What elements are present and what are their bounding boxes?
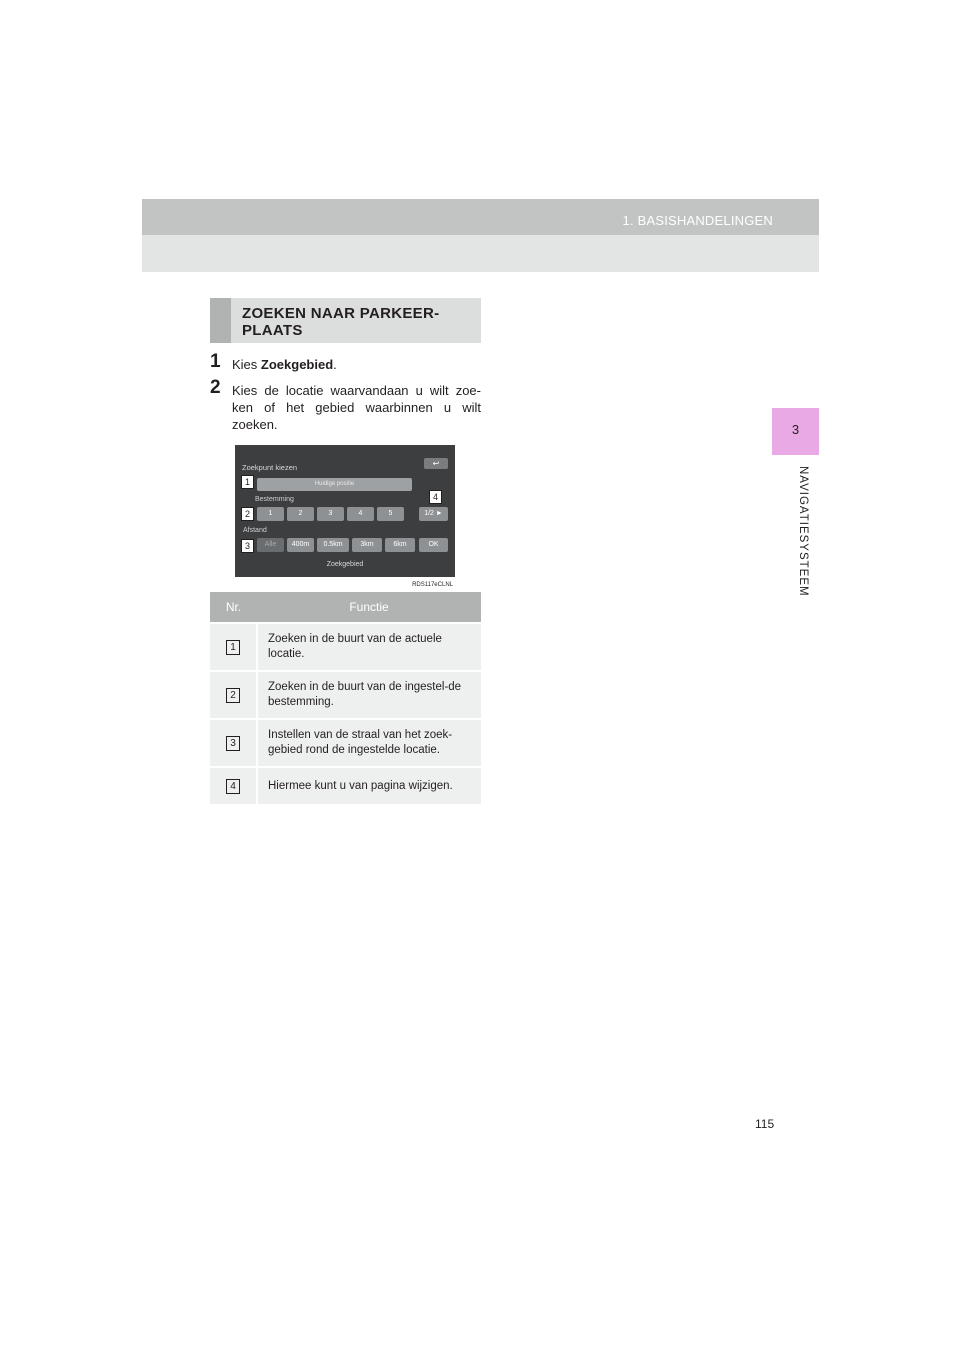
destination-label: Bestemming	[255, 496, 294, 503]
step-number: 1	[210, 351, 221, 372]
row-number-box: 1	[226, 640, 240, 655]
row-function-text: Zoeken in de buurt van de ingestel-de bestemming.	[257, 671, 481, 719]
row-number-cell	[210, 671, 257, 719]
section-heading	[210, 298, 481, 343]
distance-label: Afstand	[243, 527, 267, 534]
distance-button-400m[interactable]: 400m	[287, 538, 314, 552]
distance-button-3km[interactable]: 3km	[352, 538, 382, 552]
table-row	[210, 623, 481, 671]
row-number-box: 3	[226, 736, 240, 751]
function-table	[210, 592, 481, 804]
distance-button-0-5km[interactable]: 0.5km	[317, 538, 349, 552]
destination-button-1[interactable]: 1	[257, 507, 284, 521]
back-button[interactable]: ↩	[424, 458, 448, 469]
row-function-text: Zoeken in de buurt van de actuele locatie.	[257, 623, 481, 671]
callout-3: 3	[241, 539, 254, 553]
chapter-label: NAVIGATIESYSTEEM	[797, 466, 809, 597]
screenshot-search-area	[235, 445, 455, 588]
search-area-title: Zoekgebied	[326, 561, 364, 568]
callout-2: 2	[241, 507, 254, 521]
chapter-tab[interactable]	[772, 408, 819, 455]
current-position-button[interactable]: Huidige positie	[257, 478, 412, 491]
section-heading-tab	[210, 298, 231, 343]
row-number-box: 4	[226, 779, 240, 794]
running-header: 1. BASISHANDELINGEN	[622, 213, 773, 228]
column-header-nr: Nr.	[210, 592, 257, 623]
table-header-row	[210, 592, 481, 623]
table-row	[210, 671, 481, 719]
table-row	[210, 719, 481, 767]
destination-button-3[interactable]: 3	[317, 507, 344, 521]
row-number-box: 2	[226, 688, 240, 703]
column-header-function: Functie	[257, 592, 481, 623]
screen-title: Zoekpunt kiezen	[242, 463, 298, 472]
step-number: 2	[210, 377, 221, 398]
section-title: ZOEKEN NAAR PARKEER- PLAATS	[242, 305, 440, 339]
table-row	[210, 767, 481, 804]
page-number: 115	[755, 1117, 775, 1131]
row-number-cell	[210, 767, 257, 804]
page-button[interactable]: 1/2 ►	[419, 507, 448, 521]
step-text: Kies Zoekgebied.	[232, 357, 337, 372]
row-function-text: Hiermee kunt u van pagina wijzigen.	[257, 767, 481, 804]
destination-button-5[interactable]: 5	[377, 507, 404, 521]
header-sub-bar	[142, 235, 819, 272]
callout-4: 4	[429, 490, 442, 504]
row-number-cell	[210, 623, 257, 671]
row-number-cell	[210, 719, 257, 767]
header-bar	[142, 199, 819, 235]
distance-button-all[interactable]: Alle	[257, 538, 284, 552]
distance-button-6km[interactable]: 6km	[385, 538, 415, 552]
callout-1: 1	[241, 475, 254, 489]
row-function-text: Instellen van de straal van het zoek-gebied rond de ingestelde locatie.	[257, 719, 481, 767]
ok-button[interactable]: OK	[419, 538, 448, 552]
chapter-number: 3	[791, 422, 800, 437]
destination-button-2[interactable]: 2	[287, 507, 314, 521]
destination-button-4[interactable]: 4	[347, 507, 374, 521]
image-code: RDS117eCLNL	[412, 582, 453, 588]
step-text: Kies de locatie waarvandaan u wilt zoe-ken of het gebied waarbinnen u wilt zoeken.	[232, 383, 481, 432]
